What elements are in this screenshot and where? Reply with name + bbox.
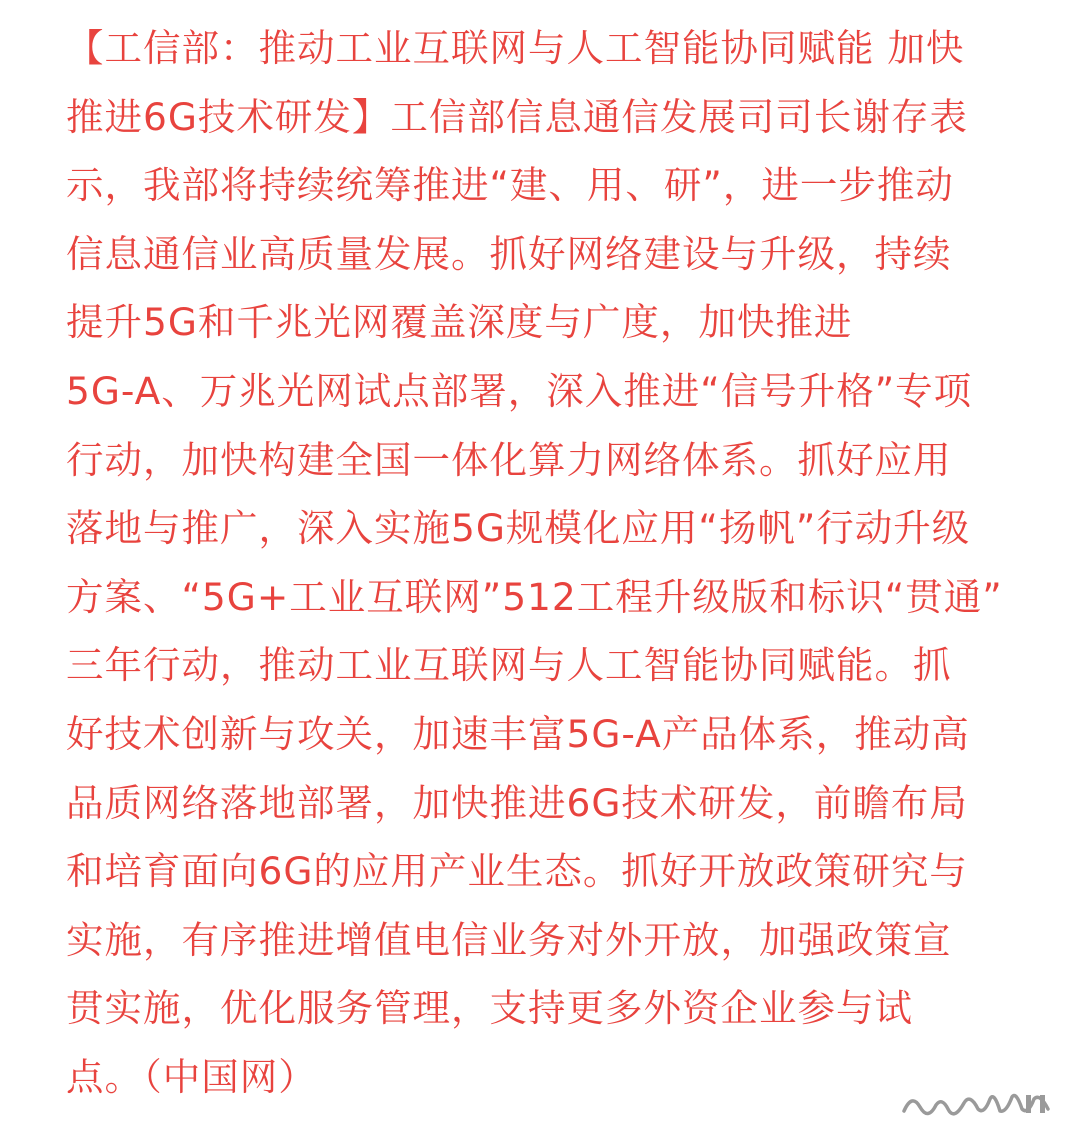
article-line-16: 点。（中国网） (66, 1054, 317, 1099)
article-line-3: 示，我部将持续统筹推进“建、用、研”，进一步推动 (66, 163, 954, 208)
article-line-15: 贯实施，优化服务管理，支持更多外资企业参与试 (66, 986, 913, 1031)
article-line-2: 推进6G技术研发】工信部信息通信发展司司长谢存表 (66, 94, 968, 139)
article-line-6: 5G-A、万兆光网试点部署，深入推进“信号升格”专项 (66, 368, 973, 413)
article-line-14: 实施，有序推进增值电信业务对外开放，加强政策宣 (66, 917, 952, 962)
article-line-13: 和培育面向6G的应用产业生态。抓好开放政策研究与 (66, 849, 968, 894)
article-text (66, 14, 1056, 1112)
article-line-10: 三年行动，推动工业互联网与人工智能协同赋能。抓 (66, 643, 952, 688)
article-line-9: 方案、“5G+工业互联网”512工程升级版和标识“贯通” (66, 574, 1003, 619)
squiggle-watermark-icon (902, 1089, 1052, 1119)
article-line-7: 行动，加快构建全国一体化算力网络体系。抓好应用 (66, 437, 952, 482)
article-line-4: 信息通信业高质量发展。抓好网络建设与升级，持续 (66, 231, 952, 276)
article-line-1: 【工信部：推动工业互联网与人工智能协同赋能 加快 (66, 26, 965, 70)
article-line-5: 提升5G和千兆光网覆盖深度与广度，加快推进 (66, 300, 853, 345)
article-line-11: 好技术创新与攻关，加速丰富5G-A产品体系，推动高 (66, 711, 970, 756)
article-line-12: 品质网络落地部署，加快推进6G技术研发，前瞻布局 (66, 780, 968, 825)
article-line-8: 落地与推广，深入实施5G规模化应用“扬帆”行动升级 (66, 506, 971, 551)
